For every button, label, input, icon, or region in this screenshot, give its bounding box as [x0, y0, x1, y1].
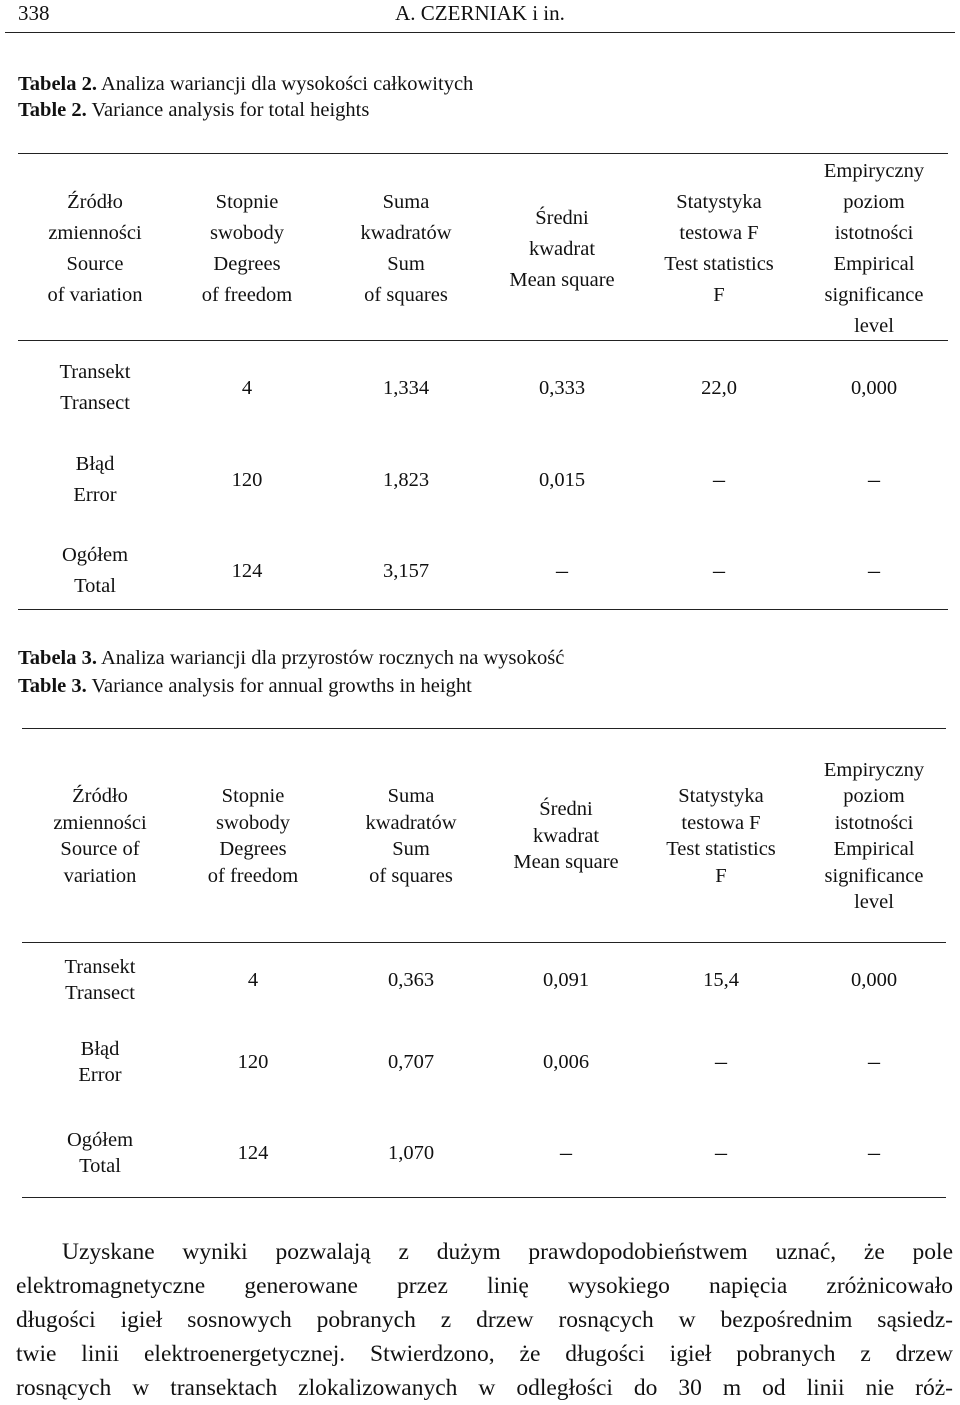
- table2-column-header-line: zmienności: [48, 222, 142, 244]
- table2-column-header: [316, 187, 496, 311]
- table2-caption-pl-text: Analiza wariancji dla wysokości całkowitych: [101, 73, 474, 95]
- table3-column-header-line: Sum: [392, 838, 430, 860]
- table3-caption-en-text: Variance analysis for annual growths in height: [91, 675, 472, 697]
- table3-column-header-line: Stopnie: [221, 785, 285, 807]
- table3-table-cell: 0,091: [542, 969, 590, 991]
- body-paragraph: [16, 1235, 953, 1405]
- table2-row-source-line: Transect: [60, 392, 130, 414]
- table2-column-header-line: testowa F: [679, 222, 759, 244]
- table2-row-source-line: Transekt: [59, 361, 131, 383]
- table2-column-header-line: significance: [824, 284, 924, 306]
- table3-column-header-line: of squares: [369, 864, 453, 887]
- table2-column-header-line: F: [713, 284, 725, 306]
- table3-column-header-line: significance: [824, 864, 924, 887]
- table2-row-source-line: Error: [73, 484, 117, 506]
- table2-row-source-line: Total: [74, 575, 116, 597]
- table3-caption-en-label: Table 3.: [18, 675, 87, 697]
- table3-row-source-line: Total: [79, 1155, 121, 1177]
- table3-table-cell: 0,363: [387, 969, 435, 991]
- table2-caption-en-label: Table 2.: [18, 99, 87, 121]
- body-line: twie linii elektroenergetycznej. Stwierdzono, że długości igieł pobranych z drzew: [16, 1341, 953, 1367]
- table2-column-header-line: Empirical: [833, 253, 915, 275]
- table3-table-cell: 4: [247, 969, 259, 991]
- table2-row-source: [15, 540, 175, 602]
- table2-column-header: [157, 187, 337, 311]
- table3-column-header: [784, 757, 960, 916]
- table3-table-cell: –: [715, 1140, 727, 1166]
- table3-column-header-line: zmienności: [53, 811, 147, 834]
- table3-row-source: [20, 954, 180, 1007]
- table3-table-cell: 0,006: [542, 1051, 590, 1073]
- table2-table-cell: 1,334: [382, 377, 430, 399]
- table3-column-header-line: poziom: [843, 785, 905, 807]
- table3-column-header: [476, 796, 656, 876]
- table3-column-header-line: kwadratów: [365, 811, 457, 834]
- table2-table-cell: –: [556, 558, 568, 584]
- table3-table-cell: 120: [237, 1051, 269, 1073]
- table3-row-source-line: Error: [78, 1064, 122, 1086]
- body-line: rosnących w transektach zlokalizowanych w odległości do 30 m od linii nie róż-: [16, 1375, 953, 1401]
- body-line: Uzyskane wyniki pozwalają z dużym prawdopodobieństwem uznać, że pole: [62, 1239, 953, 1265]
- table3-column-header-line: Średni: [539, 798, 593, 821]
- table3-column-header: [163, 783, 343, 889]
- table2-caption-en-text: Variance analysis for total heights: [91, 99, 370, 121]
- table2-rule: [18, 153, 948, 154]
- table2-column-header-line: istotności: [834, 222, 914, 244]
- table3-table-cell: 1,070: [387, 1142, 435, 1164]
- table3-rule: [22, 942, 946, 943]
- table2-column-header-line: level: [854, 315, 894, 337]
- table2-table-cell: 120: [231, 469, 263, 491]
- table2-row-source-line: Ogółem: [61, 544, 129, 566]
- table2-column-header-line: of variation: [47, 284, 143, 306]
- table3-column-header: [321, 783, 501, 889]
- table2-table-cell: 3,157: [382, 560, 430, 582]
- table3-row-source-line: Transekt: [64, 955, 136, 978]
- table3-table-cell: –: [868, 1049, 880, 1075]
- table2-column-header-line: Suma: [382, 191, 430, 213]
- table2-table-cell: –: [713, 558, 725, 584]
- table2-column-header-line: of freedom: [201, 284, 293, 306]
- table3-row-source: [20, 1127, 180, 1180]
- table3-row-source-line: Ogółem: [66, 1128, 134, 1151]
- table3-column-header-line: Mean square: [513, 851, 619, 874]
- table2-column-header: [784, 156, 960, 342]
- table2-caption-en: [18, 97, 369, 123]
- table2-column-header-line: Degrees: [213, 253, 281, 275]
- body-line: elektromagnetyczne generowane przez linię wysokiego napięcia zróżnicowało: [16, 1273, 953, 1299]
- running-head: [0, 0, 960, 30]
- table3-column-header-line: Test statistics: [666, 838, 776, 860]
- table3-column-header-line: F: [715, 864, 727, 887]
- table3-table-cell: 0,707: [387, 1051, 435, 1073]
- table2-column-header-line: Mean square: [509, 268, 615, 291]
- table2-column-header-line: kwadrat: [528, 237, 596, 260]
- table3-column-header-line: Suma: [387, 785, 435, 807]
- table2-table-cell: 0,015: [538, 469, 586, 491]
- table3-column-header-line: Degrees: [219, 838, 287, 860]
- table2-column-header-line: Empiryczny: [823, 160, 925, 182]
- table3-column-header-line: swobody: [215, 811, 291, 834]
- table2-table-cell: 1,823: [382, 469, 430, 491]
- table3-caption-pl-label: Tabela 3.: [18, 647, 97, 669]
- table3-row-source: [20, 1036, 180, 1089]
- table2-rule: [18, 609, 948, 610]
- table2-table-cell: 124: [231, 560, 263, 582]
- table2-table-cell: 0,000: [850, 377, 898, 399]
- table3-rule: [22, 1197, 946, 1198]
- table3-table-cell: –: [868, 1140, 880, 1166]
- table3-column-header-line: istotności: [834, 811, 914, 834]
- table3-column-header-line: of freedom: [207, 864, 299, 887]
- table3-rule: [22, 728, 946, 729]
- table2-column-header-line: Statystyka: [676, 191, 762, 213]
- table3-caption-pl: [18, 645, 564, 671]
- table3-table-cell: 124: [237, 1142, 269, 1164]
- table2-table-cell: –: [868, 467, 880, 493]
- table2-caption-pl-label: Tabela 2.: [18, 73, 97, 95]
- table2-column-header-line: Średni: [535, 206, 589, 229]
- table3-table-cell: 15,4: [703, 969, 739, 991]
- table2-column-header-line: Source: [66, 253, 124, 275]
- table2-table-cell: 0,333: [538, 377, 586, 399]
- table2-column-header-line: Sum: [387, 253, 425, 275]
- table2-column-header-line: Stopnie: [215, 191, 279, 213]
- table2-row-source: [15, 449, 175, 511]
- table3-column-header-line: level: [854, 891, 894, 913]
- table3-column-header-line: Statystyka: [678, 785, 764, 807]
- table2-table-cell: 4: [241, 377, 253, 399]
- table3-column-header-line: Źródło: [72, 785, 128, 807]
- table2-column-header-line: poziom: [843, 191, 905, 213]
- table2-column-header-line: swobody: [209, 222, 285, 244]
- table3-table-cell: –: [560, 1140, 572, 1166]
- table2-caption-pl: [18, 71, 473, 97]
- table2-row-source: [15, 357, 175, 419]
- table2-row-source-line: Błąd: [75, 453, 115, 475]
- table3-table-cell: –: [715, 1049, 727, 1075]
- table2-column-header: [472, 203, 652, 296]
- table3-column-header-line: Empirical: [833, 838, 915, 860]
- table3-column-header-line: Source of: [60, 838, 140, 860]
- table3-column-header-line: Empiryczny: [823, 758, 925, 781]
- header-rule: [5, 32, 955, 33]
- running-author: A. CZERNIAK i in.: [395, 1, 565, 25]
- table3-caption-pl-text: Analiza wariancji dla przyrostów rocznych na wysokość: [101, 647, 565, 669]
- table3-column-header-line: variation: [63, 864, 137, 887]
- table2-column-header-line: of squares: [364, 284, 448, 306]
- table3-row-source-line: Transect: [65, 982, 135, 1004]
- table3-column-header-line: testowa F: [681, 811, 761, 834]
- table2-column-header-line: Źródło: [67, 191, 123, 213]
- page-number: 338: [18, 1, 50, 25]
- table2-column-header: [629, 187, 809, 311]
- body-line: długości igieł sosnowych pobranych z drzew rosnących w bezpośrednim sąsiedz-: [16, 1307, 953, 1333]
- table3-row-source-line: Błąd: [80, 1037, 120, 1060]
- table2-column-header-line: Test statistics: [664, 253, 774, 275]
- table3-column-header-line: kwadrat: [532, 824, 600, 847]
- table2-column-header-line: kwadratów: [360, 222, 452, 244]
- table3-table-cell: 0,000: [850, 969, 898, 991]
- table3-caption-en: [18, 673, 472, 699]
- table2-table-cell: –: [713, 467, 725, 493]
- table2-table-cell: 22,0: [701, 377, 737, 399]
- table2-table-cell: –: [868, 558, 880, 584]
